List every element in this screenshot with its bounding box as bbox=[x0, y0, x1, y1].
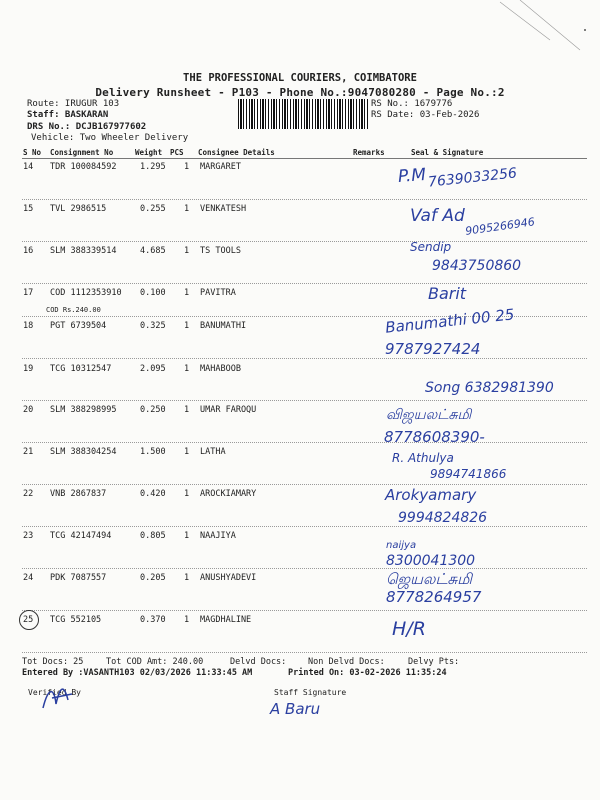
non-delvd-docs: Non Delvd Docs: bbox=[308, 657, 385, 667]
row-sno: 24 bbox=[23, 573, 34, 583]
row-weight: 0.255 bbox=[140, 204, 166, 214]
signature-phone: 9843750860 bbox=[432, 258, 522, 274]
verified-by: Verified By bbox=[28, 688, 81, 697]
row-pcs: 1 bbox=[184, 489, 190, 499]
row-pcs: 1 bbox=[184, 531, 190, 541]
row-weight: 0.325 bbox=[140, 321, 166, 331]
delvy-pts: Delvy Pts: bbox=[408, 657, 460, 667]
row-divider bbox=[22, 610, 587, 611]
runsheet-title: Delivery Runsheet - P103 - Phone No.:9047080280 - Page No.:2 bbox=[95, 86, 505, 99]
signature-phone: 8778264957 bbox=[386, 588, 482, 606]
row-consignment: TVL 2986515 bbox=[50, 204, 107, 214]
scan-artifact-icon bbox=[490, 0, 600, 60]
delvd-docs: Delvd Docs: bbox=[230, 657, 287, 667]
row-consignment: SLM 388304254 bbox=[50, 447, 117, 457]
row-consignee: VENKATESH bbox=[200, 204, 247, 214]
row-sno: 19 bbox=[23, 364, 34, 374]
signature-name: Barit bbox=[428, 284, 467, 303]
signature-name: R. Athulya bbox=[392, 451, 454, 465]
col-sno: S No bbox=[23, 148, 42, 157]
row-sno: 17 bbox=[23, 288, 34, 298]
row-consignee: LATHA bbox=[200, 447, 226, 457]
row-consignee: MARGARET bbox=[200, 162, 241, 172]
row-weight: 0.100 bbox=[140, 288, 166, 298]
row-weight: 0.420 bbox=[140, 489, 166, 499]
signature-phone: 9894741866 bbox=[430, 467, 507, 481]
signature-phone: 7639033256 bbox=[427, 165, 518, 191]
row-sno: 14 bbox=[23, 162, 34, 172]
row-consignment: PDK 7087557 bbox=[50, 573, 107, 583]
row-consignment: PGT 6739504 bbox=[50, 321, 107, 331]
signature-name: naijya bbox=[386, 540, 417, 551]
row-consignment: COD 1112353910 bbox=[50, 288, 122, 298]
row-consignment: TDR 100084592 bbox=[50, 162, 117, 172]
row-consignee: AROCKIAMARY bbox=[200, 489, 257, 499]
row-pcs: 1 bbox=[184, 573, 190, 583]
signature-name: Banumathi 00 25 bbox=[384, 305, 516, 337]
staff-signature-label: Staff Signature bbox=[274, 688, 347, 697]
row-consignment: VNB 2867837 bbox=[50, 489, 107, 499]
row-consignment: SLM 388298995 bbox=[50, 405, 117, 415]
tot-cod-amt: Tot COD Amt: 240.00 bbox=[106, 657, 204, 667]
row-weight: 1.500 bbox=[140, 447, 166, 457]
rs-date: RS Date: 03-Feb-2026 bbox=[371, 110, 480, 120]
row-weight: 0.250 bbox=[140, 405, 166, 415]
row-divider bbox=[22, 199, 587, 200]
row-weight: 2.095 bbox=[140, 364, 166, 374]
printed-on: Printed On: 03-02-2026 11:35:24 bbox=[288, 668, 447, 678]
company-title: THE PROFESSIONAL COURIERS, COIMBATORE bbox=[183, 72, 417, 84]
verified-signature-icon bbox=[38, 680, 78, 714]
row-consignee: PAVITRA bbox=[200, 288, 236, 298]
vehicle-label: Vehicle: Two Wheeler Delivery bbox=[31, 133, 189, 143]
row-pcs: 1 bbox=[184, 204, 190, 214]
route-label: Route: IRUGUR 103 bbox=[27, 99, 120, 109]
row-pcs: 1 bbox=[184, 321, 190, 331]
signature-name: Song 6382981390 bbox=[425, 380, 554, 396]
barcode-image bbox=[238, 99, 368, 129]
header-divider bbox=[22, 158, 587, 159]
row-consignment: SLM 388339514 bbox=[50, 246, 117, 256]
row-consignee: MAGDHALINE bbox=[200, 615, 252, 625]
signature-phone: 9787927424 bbox=[385, 340, 481, 358]
row-sno: 22 bbox=[23, 489, 34, 499]
row-divider bbox=[22, 400, 587, 401]
col-consignment: Consignment No bbox=[50, 148, 114, 157]
signature-name: P.M bbox=[397, 165, 427, 187]
row-pcs: 1 bbox=[184, 288, 190, 298]
signature-phone: 9095266946 bbox=[464, 215, 536, 238]
row-consignee: BANUMATHI bbox=[200, 321, 247, 331]
row-consignee: TS TOOLS bbox=[200, 246, 241, 256]
signature-phone: 8300041300 bbox=[386, 553, 476, 569]
row-divider bbox=[22, 241, 587, 242]
row-sno: 25 bbox=[23, 615, 34, 625]
row-sno: 23 bbox=[23, 531, 34, 541]
row-consignee: NAAJIYA bbox=[200, 531, 236, 541]
row-consignment: TCG 552105 bbox=[50, 615, 102, 625]
col-weight: Weight bbox=[135, 148, 163, 157]
row-consignment: TCG 10312547 bbox=[50, 364, 112, 374]
signature-phone: 8778608390- bbox=[384, 428, 485, 446]
row-sno: 20 bbox=[23, 405, 34, 415]
signature-name: Arokyamary bbox=[385, 486, 477, 504]
row-divider bbox=[22, 652, 587, 653]
row-weight: 4.685 bbox=[140, 246, 166, 256]
row-consignment: TCG 42147494 bbox=[50, 531, 112, 541]
row-divider bbox=[22, 568, 587, 569]
signature-phone: 9994824826 bbox=[398, 510, 488, 526]
row-pcs: 1 bbox=[184, 615, 190, 625]
row-divider bbox=[22, 442, 587, 443]
entered-by: Entered By :VASANTH103 02/03/2026 11:33:45 AM bbox=[22, 668, 253, 678]
row-pcs: 1 bbox=[184, 447, 190, 457]
row-divider bbox=[22, 526, 587, 527]
row-sno: 18 bbox=[23, 321, 34, 331]
signature-name: Sendip bbox=[410, 240, 452, 254]
cod-note: COD Rs.240.00 bbox=[46, 306, 101, 314]
row-weight: 0.370 bbox=[140, 615, 166, 625]
tot-docs: Tot Docs: 25 bbox=[22, 657, 84, 667]
signature-name: Vaf Ad bbox=[410, 206, 465, 226]
row-sno: 16 bbox=[23, 246, 34, 256]
row-weight: 1.295 bbox=[140, 162, 166, 172]
row-weight: 0.205 bbox=[140, 573, 166, 583]
row-consignee: UMAR FAROQU bbox=[200, 405, 257, 415]
row-consignee: MAHABOOB bbox=[200, 364, 241, 374]
signature-name: H/R bbox=[392, 618, 426, 640]
row-pcs: 1 bbox=[184, 405, 190, 415]
signature-tamil: விஜயலட்சுமி bbox=[386, 407, 472, 423]
row-consignee: ANUSHYADEVI bbox=[200, 573, 257, 583]
col-consignee: Consignee Details bbox=[198, 148, 275, 157]
signature-tamil: ஜெயலட்சுமி bbox=[386, 570, 472, 588]
rs-number: RS No.: 1679776 bbox=[371, 99, 453, 109]
row-divider bbox=[22, 283, 587, 284]
col-seal-signature: Seal & Signature bbox=[411, 148, 484, 157]
row-weight: 0.805 bbox=[140, 531, 166, 541]
row-divider bbox=[22, 484, 587, 485]
staff-label: Staff: BASKARAN bbox=[27, 110, 109, 120]
row-divider bbox=[22, 358, 587, 359]
drs-number: DRS No.: DCJB167977602 bbox=[27, 122, 147, 132]
row-sno: 15 bbox=[23, 204, 34, 214]
row-pcs: 1 bbox=[184, 246, 190, 256]
col-pcs: PCS bbox=[170, 148, 184, 157]
row-pcs: 1 bbox=[184, 364, 190, 374]
row-pcs: 1 bbox=[184, 162, 190, 172]
col-remarks: Remarks bbox=[353, 148, 385, 157]
staff-signature: A Baru bbox=[270, 700, 321, 718]
row-sno: 21 bbox=[23, 447, 34, 457]
